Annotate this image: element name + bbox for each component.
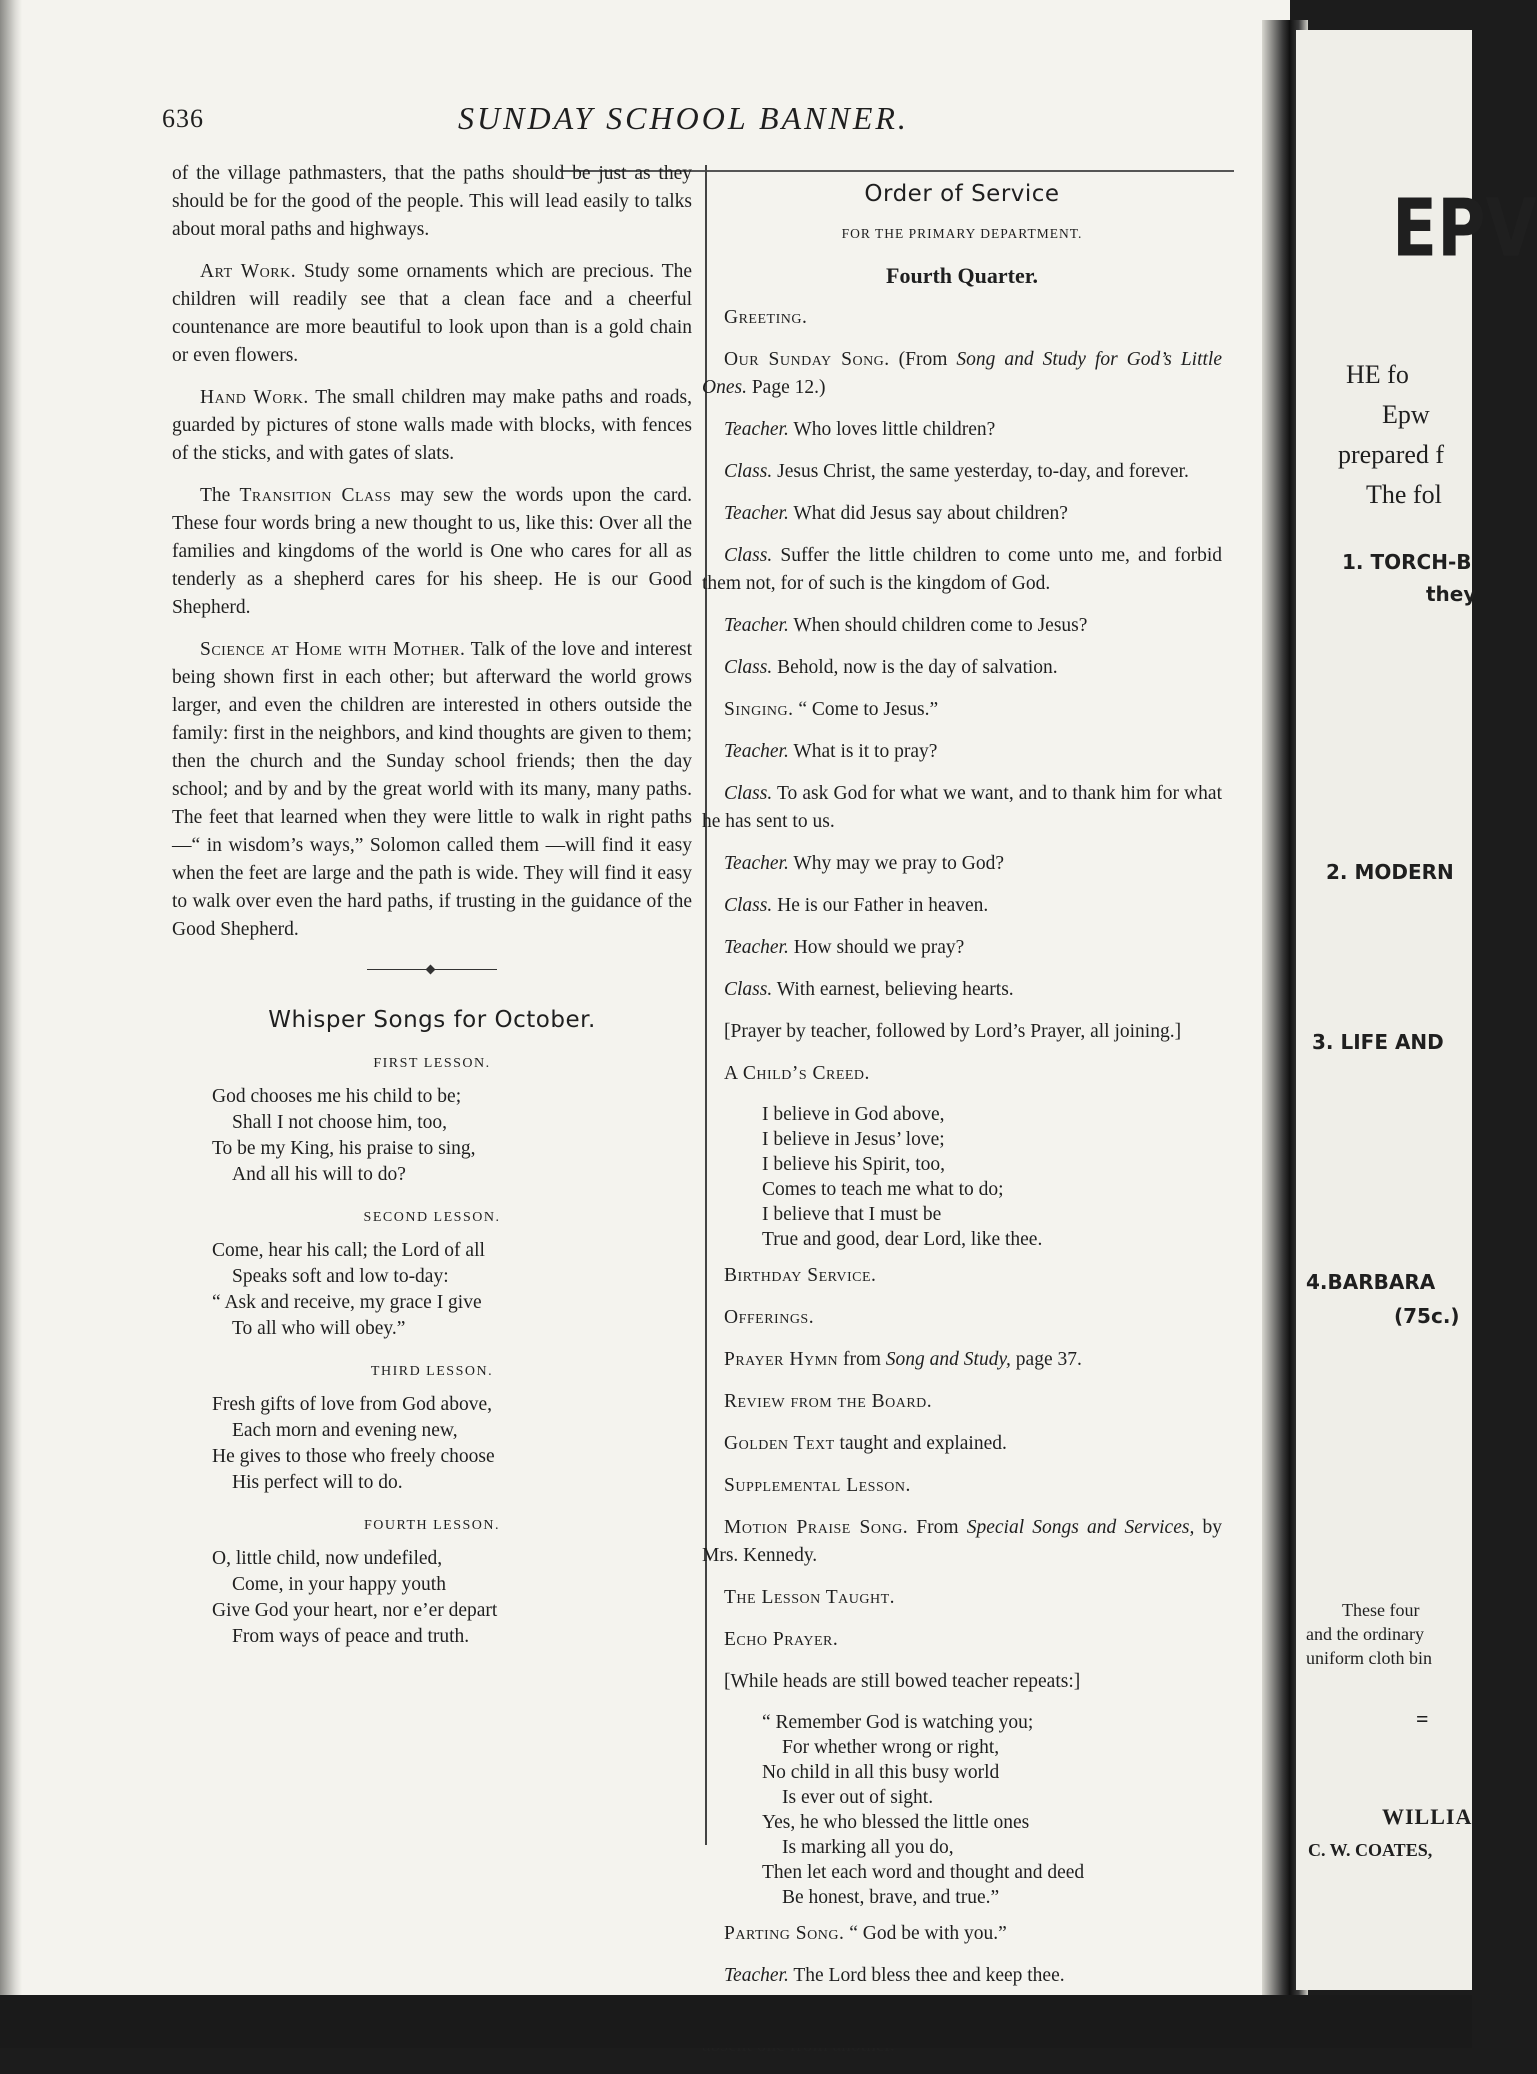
dialogue-line bbox=[702, 738, 1222, 766]
facing-line-1: HE fo bbox=[1346, 360, 1409, 389]
dialogue-line bbox=[702, 500, 1222, 528]
prayer-hymn-item bbox=[702, 1346, 1222, 1374]
echo-line: Yes, he who blessed the little ones bbox=[762, 1812, 1030, 1833]
dialogue-text: With earnest, believing hearts. bbox=[772, 979, 1014, 1000]
verse-line: Shall I not choose him, too, bbox=[232, 1112, 448, 1133]
creed-line: I believe that I must be bbox=[762, 1204, 942, 1225]
prayer-hymn-pre: from bbox=[838, 1349, 886, 1370]
verse-line: Each morn and evening new, bbox=[232, 1420, 458, 1441]
dialogue-line bbox=[702, 780, 1222, 836]
dialogue-text: Jesus Christ, the same yesterday, to-day, and forever. bbox=[772, 461, 1189, 482]
dialogue-text: He is our Father in heaven. bbox=[772, 895, 989, 916]
lesson-verse bbox=[212, 1546, 692, 1650]
creed-line: True and good, dear Lord, like thee. bbox=[762, 1229, 1043, 1250]
creed-line: I believe his Spirit, too, bbox=[762, 1154, 946, 1175]
motion-song-label: Motion Praise Song. bbox=[724, 1517, 909, 1538]
speaker-label: Class. bbox=[724, 461, 773, 482]
dialogue-text: What is it to pray? bbox=[788, 741, 938, 762]
dialogue-line bbox=[702, 1962, 1222, 1990]
echo-prayer-verse bbox=[762, 1710, 1222, 1910]
facing-item-1: 1. TORCH-B bbox=[1342, 550, 1472, 574]
dialogue-text: To ask God for what we want, and to thank him for what he has sent to us. bbox=[702, 783, 1222, 832]
dialogue-line bbox=[702, 416, 1222, 444]
dialogue-block-1 bbox=[702, 416, 1222, 682]
sunday-song-label: Our Sunday Song. bbox=[724, 349, 890, 370]
singing-text: “ Come to Jesus.” bbox=[793, 699, 939, 720]
paragraph-art-work bbox=[172, 258, 692, 370]
dialogue-line bbox=[702, 612, 1222, 640]
verse-line: God chooses me his child to be; bbox=[212, 1086, 462, 1107]
hand-work-label: Hand Work. bbox=[200, 387, 309, 408]
facing-item-1b: they bbox=[1426, 582, 1477, 606]
transition-pre: The bbox=[200, 485, 240, 506]
paragraph-hand-work bbox=[172, 384, 692, 468]
transition-class-label: Transition Class bbox=[239, 485, 392, 506]
lesson-heading: THIRD LESSON. bbox=[370, 1364, 494, 1379]
dialogue-line bbox=[702, 934, 1222, 962]
offerings-item: Offerings. bbox=[724, 1307, 815, 1328]
verse-line: To be my King, his praise to sing, bbox=[212, 1138, 476, 1159]
verse-line: And all his will to do? bbox=[232, 1164, 406, 1185]
birthday-item: Birthday Service. bbox=[724, 1265, 877, 1286]
echo-line: Then let each word and thought and deed bbox=[762, 1862, 1085, 1883]
lesson-heading: FOURTH LESSON. bbox=[363, 1518, 501, 1533]
facing-equals-mark: = bbox=[1416, 1706, 1429, 1731]
facing-item-3: 3. LIFE AND bbox=[1312, 1030, 1444, 1054]
prayer-hymn-book: Song and Study, bbox=[885, 1349, 1011, 1370]
lesson-verse bbox=[212, 1238, 692, 1342]
supplemental-item: Supplemental Lesson. bbox=[724, 1475, 911, 1496]
parting-song-label: Parting Song. bbox=[724, 1923, 845, 1944]
facing-footer-2: and the ordinary bbox=[1306, 1624, 1424, 1644]
paragraph-transition-class bbox=[172, 482, 692, 622]
dialogue-text: What did Jesus say about children? bbox=[788, 503, 1068, 524]
greeting-item: Greeting. bbox=[724, 307, 808, 328]
facing-footer-1: These four bbox=[1342, 1600, 1420, 1620]
paragraph-science-at-home bbox=[172, 636, 692, 944]
facing-page-fragment bbox=[1296, 30, 1537, 1990]
dialogue-line bbox=[702, 976, 1222, 1004]
verse-line: Speaks soft and low to-day: bbox=[232, 1266, 449, 1287]
golden-text-text: taught and explained. bbox=[834, 1433, 1007, 1454]
verse-line: From ways of peace and truth. bbox=[232, 1626, 470, 1647]
verse-line: Give God your heart, nor e’er depart bbox=[212, 1600, 498, 1621]
echo-line: Be honest, brave, and true.” bbox=[782, 1887, 1000, 1908]
speaker-label: Teacher. bbox=[724, 419, 789, 440]
dialogue-line bbox=[702, 654, 1222, 682]
golden-text-item bbox=[702, 1430, 1222, 1458]
facing-publisher-2: C. W. COATES, bbox=[1308, 1840, 1433, 1860]
dialogue-text: The Lord bless thee and keep thee. bbox=[788, 1965, 1065, 1986]
verse-line: To all who will obey.” bbox=[232, 1318, 406, 1339]
golden-text-label: Golden Text bbox=[724, 1433, 835, 1454]
left-column bbox=[172, 160, 692, 1650]
whisper-songs-title: Whisper Songs for October. bbox=[268, 1007, 596, 1033]
right-column bbox=[702, 180, 1222, 2074]
motion-song-book: Special Songs and Services, bbox=[966, 1517, 1195, 1538]
page-number: 636 bbox=[162, 104, 204, 133]
ornament-divider bbox=[367, 964, 497, 976]
art-work-text: Study some ornaments which are precious. The children will readily see that a clean face and a cheerful countenance are more beautiful to look upon than is a gold chain or even flowers. bbox=[172, 261, 692, 366]
facing-line-4: The fol bbox=[1366, 480, 1442, 509]
primary-department-subtitle: FOR THE PRIMARY DEPARTMENT. bbox=[841, 226, 1083, 241]
speaker-label: Teacher. bbox=[724, 1965, 789, 1986]
facing-line-3: prepared f bbox=[1338, 440, 1445, 469]
echo-note: [While heads are still bowed teacher repeats:] bbox=[724, 1671, 1081, 1692]
prayer-hymn-post: page 37. bbox=[1010, 1349, 1082, 1370]
motion-song-post: by Mrs. Kennedy. bbox=[702, 1517, 1223, 1566]
order-of-service-title: Order of Service bbox=[864, 181, 1060, 207]
echo-line: For whether wrong or right, bbox=[782, 1737, 1000, 1758]
art-work-label: Art Work. bbox=[200, 261, 297, 282]
review-item: Review from the Board. bbox=[724, 1391, 933, 1412]
dialogue-text: Suffer the little children to come unto me, and forbid them not, for of such is the kingdom of God. bbox=[702, 545, 1222, 594]
dialogue-line bbox=[702, 542, 1222, 598]
facing-page-title: EPV bbox=[1392, 182, 1537, 275]
transition-class-text: may sew the words upon the card. These four words bring a new thought to us, like this: Over all the families and kingdoms of the world is One who cares for all as tenderly as a shepherd cares for his sheep. He is our Good Shepherd. bbox=[172, 485, 693, 618]
sunday-song-item bbox=[702, 346, 1222, 402]
lesson-verse bbox=[212, 1392, 692, 1496]
verse-line: O, little child, now undefiled, bbox=[212, 1548, 443, 1569]
dialogue-text: Behold, now is the day of salvation. bbox=[772, 657, 1058, 678]
speaker-label: Teacher. bbox=[724, 853, 789, 874]
singing-label: Singing. bbox=[724, 699, 794, 720]
echo-line: No child in all this busy world bbox=[762, 1762, 1000, 1783]
speaker-label: Class. bbox=[724, 979, 773, 1000]
prayer-hymn-label: Prayer Hymn bbox=[724, 1349, 839, 1370]
sunday-song-book: Song and Study for God’s Little Ones. bbox=[702, 349, 1222, 398]
science-text: Talk of the love and interest being shown first in each other; but afterward the world grows larger, and even the children are interested in others outside the family: first in the neighbors, and kind thoughts are given to them; then the church and the Sunday school friends; then the day school; and by and by the great world with its many, many paths. The feet that learned when they were little to walk in right paths—“ in wisdom’s ways,” Solomon called them —will find it easy when the feet are large and the path is wide. They will find it easy to walk over even the hard paths, if trusting in the guidance of the Good Shepherd. bbox=[172, 639, 692, 940]
dialogue-block-2 bbox=[702, 738, 1222, 1004]
dialogue-text: Why may we pray to God? bbox=[788, 853, 1004, 874]
paragraph-pathmasters: of the village pathmasters, that the paths should be just as they should be for the good of the people. This will lead easily to talks about moral paths and highways. bbox=[172, 163, 692, 240]
facing-line-2: Epw bbox=[1382, 400, 1430, 429]
creed-line: I believe in God above, bbox=[762, 1104, 945, 1125]
dialogue-text: When should children come to Jesus? bbox=[788, 615, 1088, 636]
fourth-quarter-heading: Fourth Quarter. bbox=[886, 263, 1038, 288]
speaker-label: Class. bbox=[724, 545, 773, 566]
motion-song-item bbox=[702, 1514, 1222, 1570]
science-label: Science at Home with Mother. bbox=[200, 639, 466, 660]
lesson-taught-item: The Lesson Taught. bbox=[724, 1587, 896, 1608]
sunday-song-pre: (From bbox=[889, 349, 957, 370]
verse-line: His perfect will to do. bbox=[232, 1472, 403, 1493]
lesson-verse bbox=[212, 1084, 692, 1188]
creed-label: A Child’s Creed. bbox=[724, 1063, 870, 1084]
hand-work-text: The small children may make paths and roads, guarded by pictures of stone walls made with blocks, with fences of the sticks, and with gates of slats. bbox=[172, 387, 692, 464]
parting-song-item bbox=[702, 1920, 1222, 1948]
page-header bbox=[162, 100, 1242, 150]
scan-background bbox=[0, 1995, 1472, 2048]
echo-line: “ Remember God is watching you; bbox=[762, 1712, 1034, 1733]
facing-item-4: 4.BARBARA bbox=[1306, 1270, 1436, 1294]
dialogue-text: How should we pray? bbox=[788, 937, 965, 958]
running-title: SUNDAY SCHOOL BANNER. bbox=[458, 100, 909, 136]
verse-line: “ Ask and receive, my grace I give bbox=[212, 1292, 482, 1313]
verse-line: Fresh gifts of love from God above, bbox=[212, 1394, 492, 1415]
creed-line: I believe in Jesus’ love; bbox=[762, 1129, 945, 1150]
facing-item-2: 2. MODERN bbox=[1326, 860, 1454, 884]
facing-footer-3: uniform cloth bin bbox=[1306, 1648, 1432, 1668]
speaker-label: Class. bbox=[724, 895, 773, 916]
facing-publisher-1: WILLIA bbox=[1382, 1804, 1473, 1829]
speaker-label: Teacher. bbox=[724, 503, 789, 524]
echo-line: Is marking all you do, bbox=[782, 1837, 954, 1858]
speaker-label: Teacher. bbox=[724, 615, 789, 636]
verse-line: Come, in your happy youth bbox=[232, 1574, 446, 1595]
motion-song-pre: From bbox=[908, 1517, 967, 1538]
dialogue-line bbox=[702, 850, 1222, 878]
parting-song-text: “ God be with you.” bbox=[844, 1923, 1007, 1944]
lesson-heading: FIRST LESSON. bbox=[373, 1056, 491, 1071]
lesson-list bbox=[172, 1050, 692, 1650]
dialogue-text: Who loves little children? bbox=[788, 419, 996, 440]
speaker-label: Teacher. bbox=[724, 741, 789, 762]
speaker-label: Class. bbox=[724, 657, 773, 678]
speaker-label: Class. bbox=[724, 783, 773, 804]
prayer-note: [Prayer by teacher, followed by Lord’s Prayer, all joining.] bbox=[724, 1021, 1182, 1042]
verse-line: Come, hear his call; the Lord of all bbox=[212, 1240, 485, 1261]
echo-prayer-item: Echo Prayer. bbox=[724, 1629, 839, 1650]
verse-line: He gives to those who freely choose bbox=[212, 1446, 495, 1467]
childs-creed-verse bbox=[762, 1102, 1222, 1252]
creed-line: Comes to teach me what to do; bbox=[762, 1179, 1004, 1200]
page-edge-shadow bbox=[0, 0, 22, 1995]
dialogue-line bbox=[702, 892, 1222, 920]
echo-line: Is ever out of sight. bbox=[782, 1787, 934, 1808]
lesson-heading: SECOND LESSON. bbox=[363, 1210, 501, 1225]
speaker-label: Teacher. bbox=[724, 937, 789, 958]
dialogue-line bbox=[702, 458, 1222, 486]
sunday-song-post: Page 12.) bbox=[746, 377, 826, 398]
facing-item-4b: (75c.) bbox=[1394, 1304, 1460, 1328]
singing-item bbox=[702, 696, 1222, 724]
